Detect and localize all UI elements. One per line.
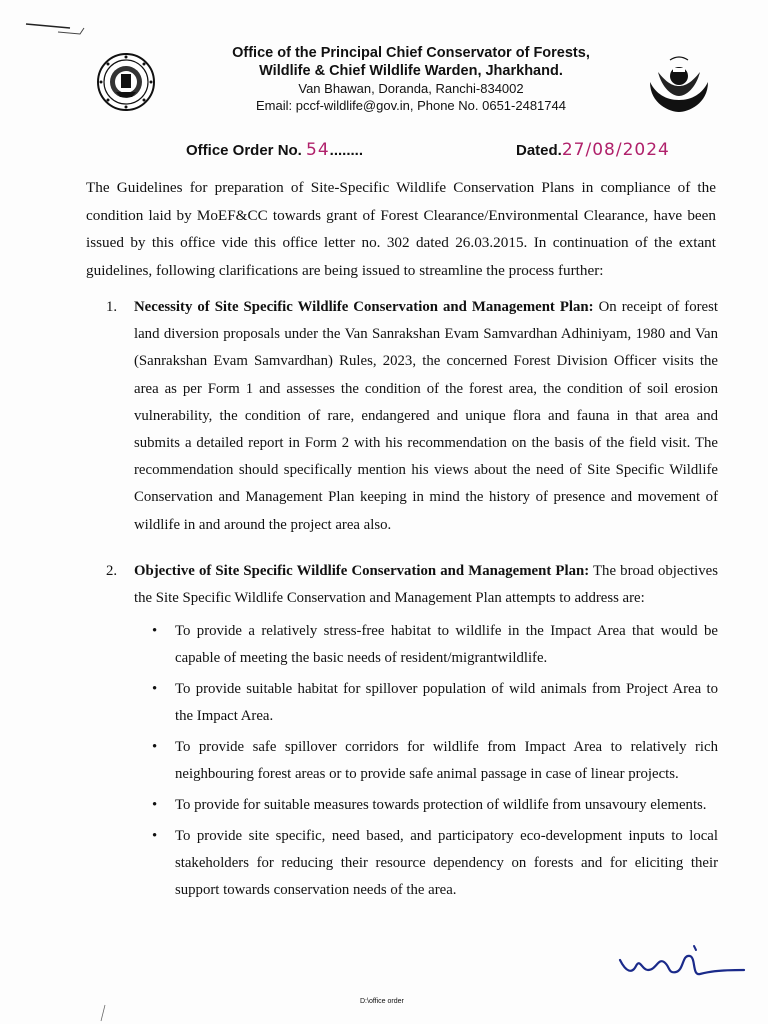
handwritten-signature xyxy=(612,940,752,984)
bullet-icon: • xyxy=(152,681,158,698)
office-title-line1: Office of the Principal Chief Conservator of Forests, xyxy=(232,45,590,61)
list-item: • To provide a relatively stress-free habitat to wildlife in the Impact Area that would be capable of meeting the basic needs of resident/migrantwildlife. xyxy=(152,618,718,672)
bullet-icon: • xyxy=(152,739,158,756)
dated-label: Dated. xyxy=(516,142,562,159)
list-item: • To provide for suitable measures towards protection of wildlife from unsavoury elements. xyxy=(152,792,718,819)
forest-department-logo-icon xyxy=(646,54,712,114)
section-number: 2. xyxy=(106,563,118,579)
bullet-icon: • xyxy=(152,828,158,845)
pen-mark-icon xyxy=(22,16,92,46)
intro-paragraph: The Guidelines for preparation of Site-Specific Wildlife Conservation Plans in compliance of the condition laid by MoEF&CC towards grant of Forest Clearance/Environmental Clearance, have been issued by this office vide this office letter no. 302 dated 26.03.2015. In continuation of the extant guidelines, following clarifications are being issued to streamline the process further: xyxy=(86,179,716,279)
office-title-line2: Wildlife & Chief Wildlife Warden, Jharkhand. xyxy=(259,63,563,79)
section-text: On receipt of forest land diversion proposals under the Van Sanrakshan Evam Samvardhan Adhiniyam, 1980 and Van (Sanrakshan Evam Samvardhan) Rules, 2023, the concerned Forest Division Officer visits the area as per Form 1 and assesses the condition of the forest area, the condition of soil erosion vulnerability, the condition of rare, endangered and unique flora and fauna in that area and submits a detailed report in Form 2 with his recommendation on the basis of the field visit. The recommendation should specifically mention his views about the need of Site Specific Wildlife Conservation and Management Plan keeping in mind the history of presence and movement of wildlife in and around the project area also. xyxy=(134,299,718,533)
stray-mark-icon xyxy=(98,1004,108,1022)
section-1 xyxy=(106,294,718,539)
section-2 xyxy=(106,558,718,908)
footer-file-path: D:\office order xyxy=(360,998,404,1005)
date-handwritten: 27/08/2024 xyxy=(561,140,670,160)
order-number-label: Office Order No. xyxy=(186,142,307,159)
order-number-dots: ........ xyxy=(329,142,364,159)
order-date xyxy=(516,140,670,160)
list-item: • To provide safe spillover corridors for wildlife from Impact Area to relatively rich neighbouring forest areas or to provide safe animal passage in case of linear projects. xyxy=(152,734,718,788)
section-body xyxy=(134,558,718,612)
section-heading: Objective of Site Specific Wildlife Conservation and Management Plan: xyxy=(134,563,590,579)
objectives-list xyxy=(152,618,718,904)
section-number: 1. xyxy=(106,299,118,315)
jharkhand-state-emblem-icon xyxy=(96,52,156,112)
section-body xyxy=(134,294,718,539)
bullet-icon: • xyxy=(152,623,158,640)
order-number-handwritten: 54 xyxy=(306,140,330,160)
list-item: • To provide suitable habitat for spillover population of wild animals from Project Area to the Impact Area. xyxy=(152,676,718,730)
letterhead xyxy=(196,44,626,114)
list-item: • To provide site specific, need based, and participatory eco-development inputs to local stakeholders for reducing their resource dependency on forests and for eliciting their support towards conservation needs of the area. xyxy=(152,823,718,904)
office-address: Van Bhawan, Doranda, Ranchi-834002 xyxy=(298,81,524,96)
section-heading: Necessity of Site Specific Wildlife Conservation and Management Plan: xyxy=(134,299,594,315)
office-contact: Email: pccf-wildlife@gov.in, Phone No. 0651-2481744 xyxy=(256,98,566,113)
office-order-number xyxy=(186,140,363,160)
section-text: The broad objectives the Site Specific Wildlife Conservation and Management Plan attempts to address are: xyxy=(134,563,719,607)
bullet-icon: • xyxy=(152,797,158,814)
